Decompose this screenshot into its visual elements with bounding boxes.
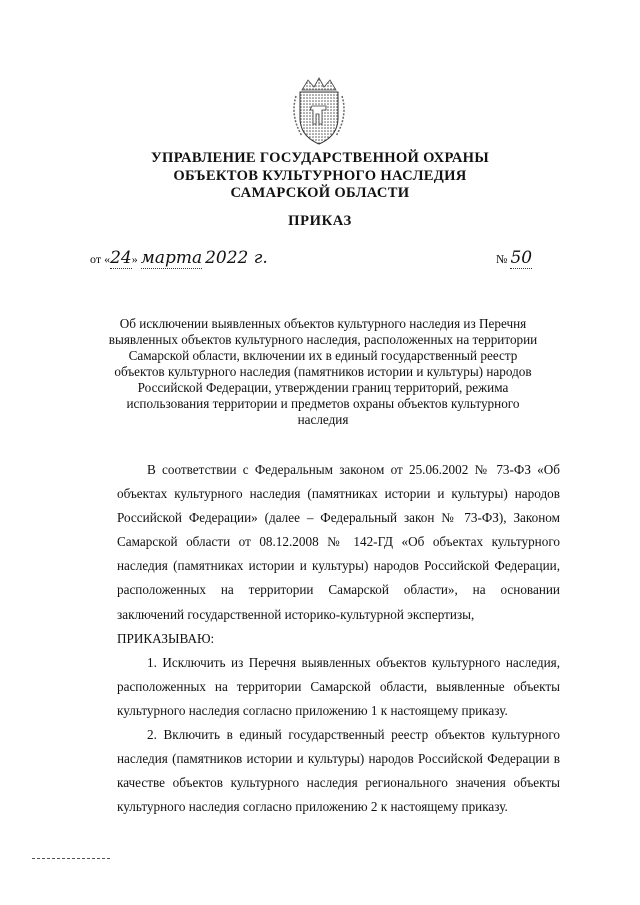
org-line-1: УПРАВЛЕНИЕ ГОСУДАРСТВЕННОЙ ОХРАНЫ [151, 150, 489, 166]
order-word: ПРИКАЗЫВАЮ: [117, 630, 215, 646]
document-title: Об исключении выявленных объектов культурного наследия из Перечня выявленных объектов культурного наследия, расположенных на территории Самарской области, включении их в единый государственный реестр объектов культурного наследия (памятников истории и культуры) народов Российской Федерации, утверждении границ территорий, режима использования территории и предметов охраны объектов культурного наследия [108, 316, 538, 427]
order-item-2: 2. Включить в единый государственный реестр объектов культурного наследия (памятников истории и культуры) народов Российской Федерации в качестве объектов культурного наследия регионального значения объекты культурного наследия согласно приложению 2 к настоящему приказу. [117, 727, 560, 815]
samara-coat-of-arms-icon [288, 76, 350, 146]
org-line-2: ОБЪЕКТОВ КУЛЬТУРНОГО НАСЛЕДИЯ [173, 167, 467, 184]
document-body [117, 458, 560, 819]
org-line-3: САМАРСКОЙ ОБЛАСТИ [230, 185, 410, 201]
date-year: 2022 г. [205, 248, 268, 268]
preamble-paragraph: В соответствии с Федеральным законом от 25.06.2002 № 73-ФЗ «Об объектах культурного наследия (памятниках истории и культуры) народов Российской Федерации» (далее – Федеральный закон № 73-ФЗ), Законом Самарской области от 08.12.2008 № 142-ГД «Об объектах культурного наследия (памятниках истории и культуры) народов Российской Федерации, расположенных на территории Самарской области», на основании заключений государственной историко-культурной экспертизы, [117, 462, 560, 622]
document-type: ПРИКАЗ [288, 213, 352, 229]
organization-name [120, 150, 520, 203]
order-item-1: 1. Исключить из Перечня выявленных объектов культурного наследия, расположенных на территории Самарской области, выявленные объекты культурного наследия согласно приложению 1 к настоящему приказу. [117, 654, 560, 718]
date-mid: » [131, 252, 138, 266]
date-day: 24 [110, 248, 132, 268]
document-date [90, 248, 268, 269]
document-number [496, 248, 532, 269]
number-prefix: № [496, 252, 508, 266]
number-value: 50 [510, 248, 533, 268]
date-prefix: от « [90, 252, 111, 266]
date-month: марта [140, 248, 203, 268]
footer-divider [32, 858, 110, 859]
